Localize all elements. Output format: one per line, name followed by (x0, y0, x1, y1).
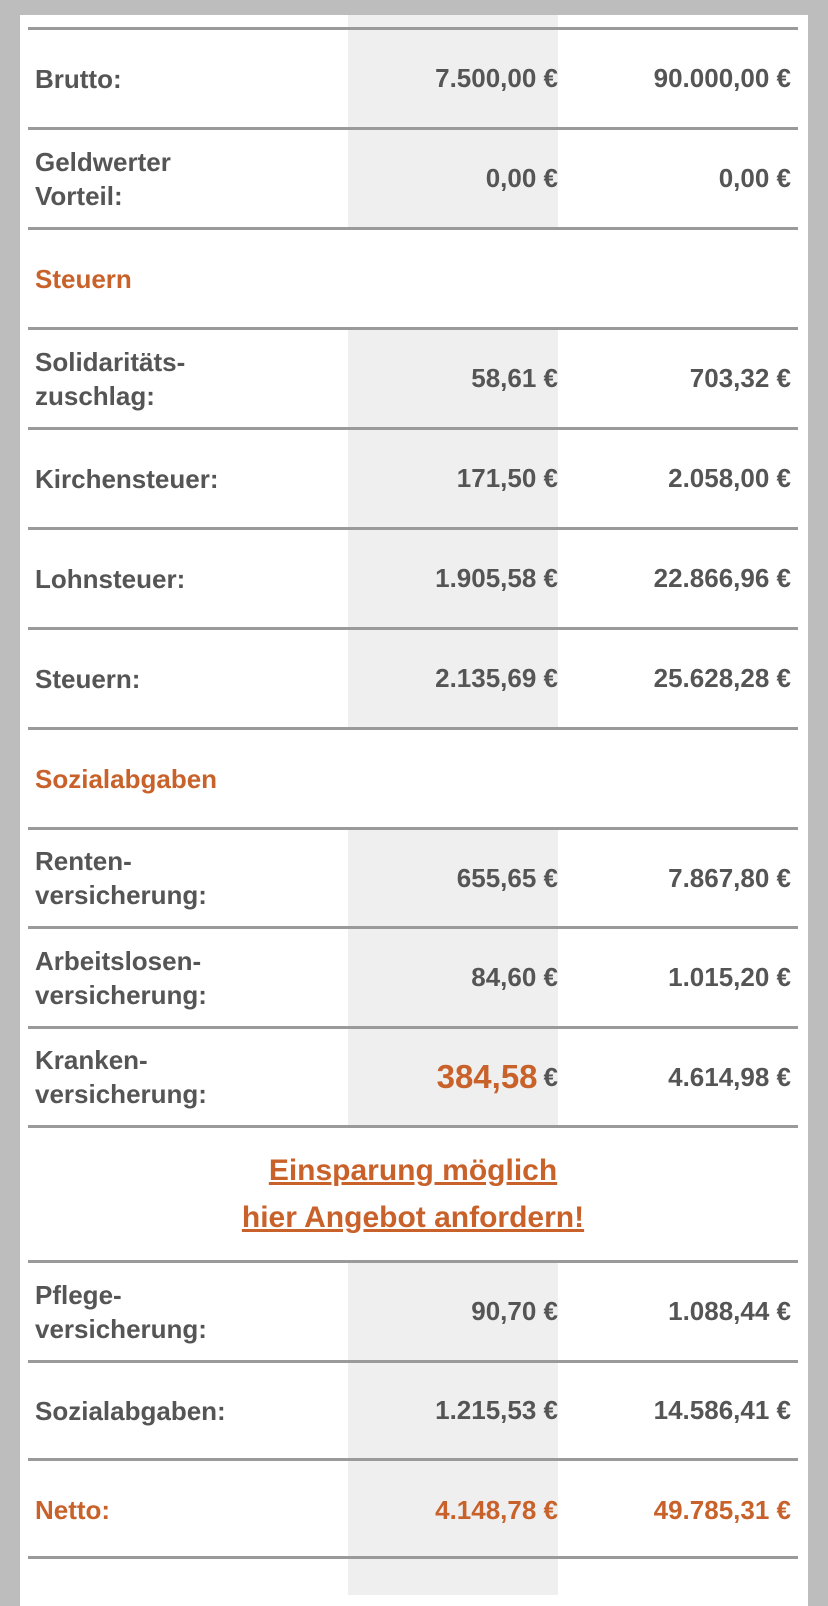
monthly-value: 4.148,78 € (435, 1494, 558, 1525)
highlighted-amount: 384,58 (436, 1058, 538, 1095)
row-solidaritaetszuschlag (28, 327, 798, 427)
section-title: Steuern (35, 263, 132, 294)
yearly-value: 4.614,98 € (668, 1061, 791, 1092)
monthly-value: 84,60 € (471, 962, 558, 992)
yearly-value: 90.000,00 € (653, 63, 791, 93)
monthly-value: 1.905,58 € (435, 563, 558, 593)
yearly-value: 1.015,20 € (668, 962, 791, 992)
row-label: Kranken- versicherung: (35, 1045, 207, 1109)
section-header-sozialabgaben (28, 727, 798, 827)
row-label: Netto: (35, 1495, 111, 1525)
row-label: Steuern: (35, 663, 141, 694)
yearly-value: 22.866,96 € (653, 563, 791, 593)
monthly-value: 655,65 € (456, 862, 558, 893)
row-label: Brutto: (35, 63, 122, 94)
yearly-value: 49.785,31 € (653, 1494, 791, 1525)
row-netto (28, 1458, 798, 1559)
yearly-value: 2.058,00 € (668, 463, 791, 493)
monthly-value: 2.135,69 € (435, 663, 558, 693)
row-pflegeversicherung (28, 1260, 798, 1360)
row-krankenversicherung (28, 1026, 798, 1125)
savings-offer-banner (28, 1125, 798, 1260)
monthly-value: 58,61 € (471, 363, 558, 393)
monthly-value: 7.500,00 € (435, 63, 558, 93)
row-label: Pflege- versicherung: (35, 1279, 207, 1344)
section-header-steuern (28, 227, 798, 327)
row-rentenversicherung (28, 827, 798, 926)
monthly-value (348, 1029, 558, 1125)
row-brutto (28, 27, 798, 127)
row-label: Geldwerter Vorteil: (35, 146, 171, 211)
row-label: Solidaritäts- zuschlag: (35, 346, 186, 411)
section-title: Sozialabgaben (35, 763, 218, 794)
row-label: Kirchensteuer: (35, 463, 219, 494)
row-kirchensteuer (28, 427, 798, 527)
row-arbeitslosenversicherung (28, 926, 798, 1026)
row-sozialabgaben-summe (28, 1360, 798, 1458)
row-lohnsteuer (28, 527, 798, 627)
yearly-value: 25.628,28 € (653, 663, 791, 693)
yearly-value: 703,32 € (689, 363, 791, 393)
row-label: Sozialabgaben: (35, 1395, 226, 1426)
yearly-value: 7.867,80 € (668, 862, 791, 893)
row-steuern-summe (28, 627, 798, 727)
row-label: Arbeitslosen- versicherung: (35, 945, 207, 1010)
yearly-value: 1.088,44 € (668, 1296, 791, 1326)
row-geldwerter-vorteil (28, 127, 798, 227)
monthly-value: 90,70 € (471, 1296, 558, 1326)
yearly-value: 14.586,41 € (653, 1395, 791, 1425)
row-label: Renten- versicherung: (35, 846, 207, 910)
yearly-value: 0,00 € (718, 163, 791, 193)
salary-result-panel (20, 15, 808, 1606)
request-offer-link[interactable]: hier Angebot anfordern! (241, 1201, 585, 1234)
row-label: Lohnsteuer: (35, 563, 186, 594)
monthly-value: 0,00 € (485, 163, 558, 193)
monthly-value: 171,50 € (456, 463, 558, 493)
currency-symbol: € (543, 1061, 558, 1092)
savings-possible-link[interactable]: Einsparung möglich (268, 1154, 558, 1187)
table-bottom-divider (28, 1556, 798, 1559)
monthly-value: 1.215,53 € (435, 1395, 558, 1425)
